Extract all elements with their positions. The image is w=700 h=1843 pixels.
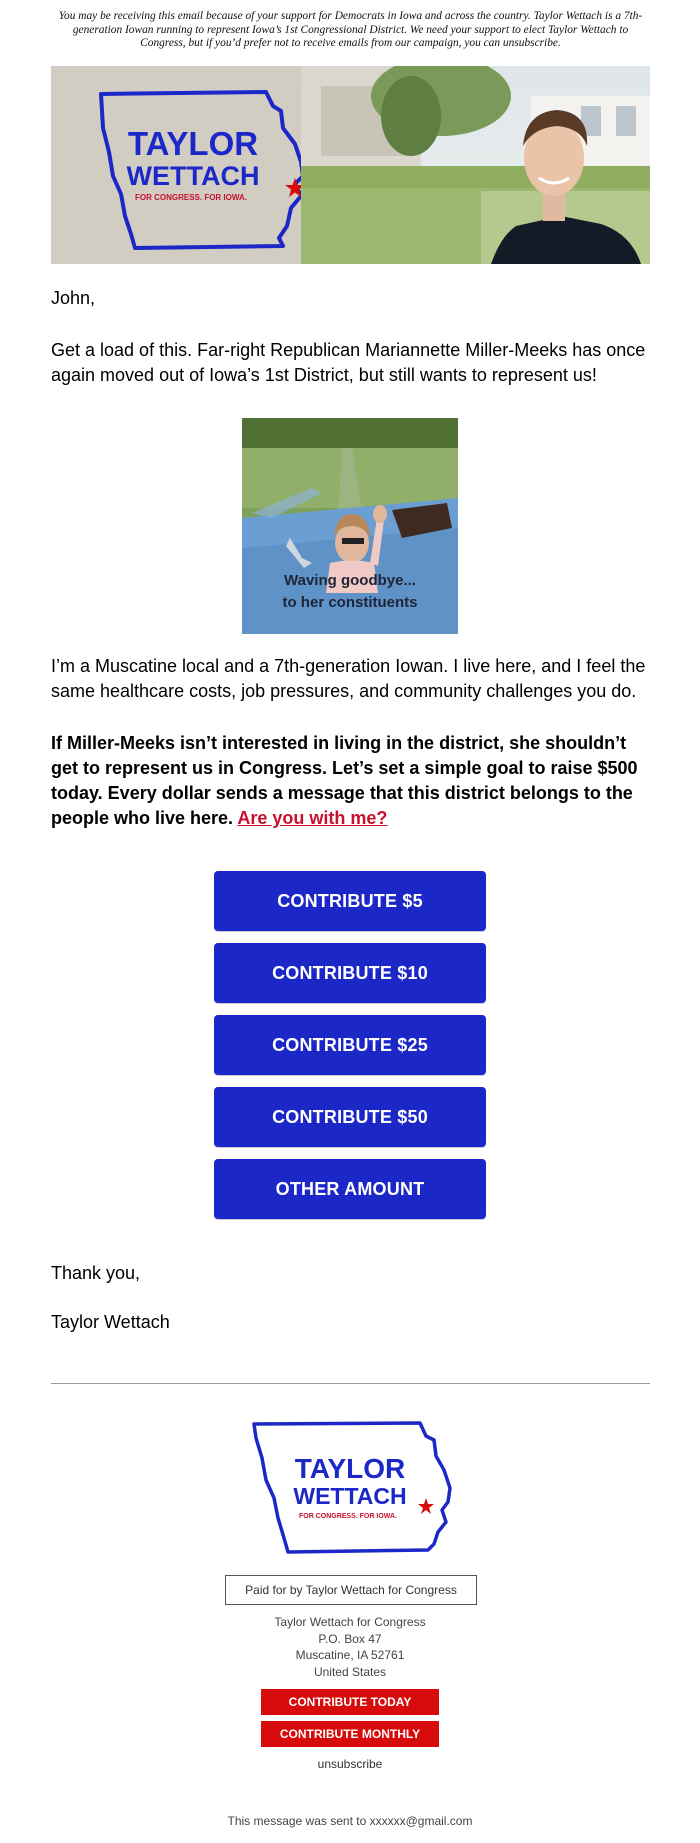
image-caption-line1: Waving goodbye... (284, 572, 416, 589)
address-po: P.O. Box 47 (318, 1631, 382, 1646)
contribute-monthly-button[interactable]: CONTRIBUTE MONTHLY (261, 1721, 439, 1747)
contribute-today-button[interactable]: CONTRIBUTE TODAY (261, 1689, 439, 1715)
logo-line1: TAYLOR (127, 125, 259, 162)
hero-banner (51, 66, 650, 264)
closing: Thank you, (51, 1263, 141, 1283)
mailing-address (200, 1614, 500, 1680)
contribute-50-button[interactable]: CONTRIBUTE $50 (214, 1087, 486, 1147)
sent-prefix: This message was sent to (227, 1814, 367, 1828)
signature: Taylor Wettach (51, 1312, 170, 1332)
candidate-photo (301, 66, 650, 264)
other-amount-button[interactable]: OTHER AMOUNT (214, 1159, 486, 1219)
footer-logo-line1: TAYLOR (294, 1453, 406, 1484)
paragraph-appeal (51, 731, 650, 831)
image-caption-line2: to her constituents (282, 594, 418, 611)
paragraph-intro: Get a load of this. Far-right Republican Mariannette Miller-Meeks has once again moved out of Iowa’s 1st District, but still wants to represent us! (51, 340, 646, 385)
contribute-10-button[interactable]: CONTRIBUTE $10 (214, 943, 486, 1003)
hero-logo-panel (51, 66, 311, 264)
sent-to-notice (100, 1814, 600, 1828)
logo-tagline: FOR CONGRESS. FOR IOWA. (134, 193, 248, 202)
paragraph-local: I’m a Muscatine local and a 7th-generation Iowan. I live here, and I feel the same healthcare costs, job pressures, and community challenges you do. (51, 656, 646, 701)
logo-line2: WETTACH (126, 161, 260, 191)
contribute-25-button[interactable]: CONTRIBUTE $25 (214, 1015, 486, 1075)
footer-divider (51, 1383, 650, 1384)
contribute-5-button[interactable]: CONTRIBUTE $5 (214, 871, 486, 931)
paid-for-disclaimer: Paid for by Taylor Wettach for Congress (225, 1575, 477, 1605)
address-city: Muscatine, IA 52761 (295, 1648, 405, 1662)
footer-logo-tagline: FOR CONGRESS. FOR IOWA. (298, 1513, 398, 1520)
appeal-text: If Miller-Meeks isn’t interested in living in the district, she shouldn’t get to represent us in Congress. Let’s set a simple goal to raise $500 today. Every dollar sends a message that this district belongs to the people who live here. (51, 733, 638, 828)
preheader-text: You may be receiving this email because of your support for Democrats in Iowa and across the country. Taylor Wettach is a 7th-generation Iowan running to represent Iowa’s 1st Congressional District. We need your support to elect Taylor Wettach to Congress, but if you’d prefer not to receive emails from our campaign, you can unsubscribe. (58, 10, 643, 50)
footer-logo (248, 1418, 452, 1554)
unsubscribe-link[interactable]: unsubscribe (317, 1757, 383, 1771)
are-you-with-me-link[interactable]: Are you with me? (237, 808, 388, 828)
footer-logo-line2: WETTACH (293, 1483, 407, 1509)
address-org: Taylor Wettach for Congress (274, 1615, 426, 1629)
greeting: John, (51, 288, 96, 308)
convertible-photo (242, 418, 458, 634)
iowa-logo-graphic (51, 66, 311, 264)
address-country: United States (313, 1664, 387, 1679)
star-icon (418, 1498, 434, 1514)
recipient-email: xxxxxx@gmail.com (369, 1814, 473, 1828)
